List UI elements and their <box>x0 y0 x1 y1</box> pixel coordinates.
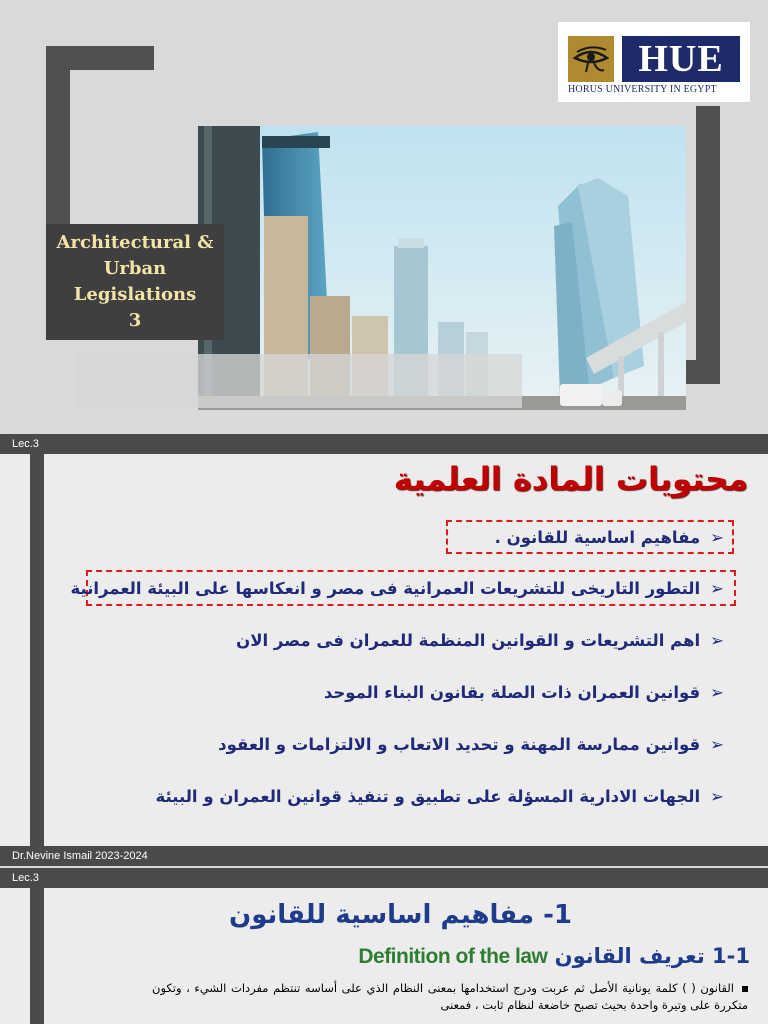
list-item-text: التطور التاريخى للتشريعات العمرانية فى مصر و انعكاسها على البيئة العمرانية <box>70 579 701 598</box>
university-logo <box>558 22 750 102</box>
definition-slide <box>0 868 768 1024</box>
list-item <box>44 784 724 810</box>
contents-list <box>44 522 724 810</box>
section-heading: 1- مفاهيم اساسية للقانون <box>229 900 572 930</box>
subsection-heading-ar: 1-1 تعريف القانون <box>554 944 750 968</box>
list-item-text: قوانين العمران ذات الصلة بقانون البناء الموحد <box>323 683 701 702</box>
definition-paragraph <box>152 980 748 1014</box>
logo-name: HUE <box>622 36 740 82</box>
title-line: 3 <box>128 310 142 331</box>
horus-eye-icon <box>568 36 614 82</box>
title-slide <box>0 0 768 432</box>
contents-slide <box>0 434 768 866</box>
chevron-check-icon: ➢ <box>710 735 724 754</box>
caption-band <box>76 354 522 408</box>
list-item-text: مفاهيم اساسية للقانون . <box>494 528 701 547</box>
subsection-heading-en: Definition of the law <box>358 945 548 968</box>
chevron-check-icon: ➢ <box>710 683 724 702</box>
slide-heading: محتويات المادة العلمية <box>393 460 748 498</box>
frame-bar <box>46 46 154 70</box>
presentation-title <box>46 224 224 340</box>
chevron-check-icon: ➢ <box>710 631 724 650</box>
lecture-label: Lec.3 <box>0 434 768 454</box>
chevron-check-icon: ➢ <box>710 528 724 547</box>
title-line: Urban <box>103 258 167 279</box>
frame-bar <box>696 106 720 384</box>
list-item-text: الجهات الادارية المسؤلة على تطبيق و تنفيذ قوانين العمران و البيئة <box>155 787 701 806</box>
slide-footer: Dr.Nevine Ismail 2023-2024 <box>0 846 768 866</box>
chevron-check-icon: ➢ <box>710 787 724 806</box>
side-bar <box>30 888 44 1024</box>
subsection-heading <box>358 944 750 969</box>
side-bar <box>30 454 44 846</box>
list-item <box>44 525 724 551</box>
title-line: Architectural & <box>56 232 214 253</box>
list-item <box>44 732 724 758</box>
list-item <box>44 576 724 602</box>
list-item <box>44 680 724 706</box>
chevron-check-icon: ➢ <box>710 579 724 598</box>
logo-subtitle: HORUS UNIVERSITY IN EGYPT <box>568 84 717 95</box>
list-item <box>44 628 724 654</box>
paragraph-text: القانون ( ) كلمة يونانية الأصل ثم عربت ودرج استخدامها بمعنى النظام الذي على أساسه تنتظم مفردات الشيء ، وتكون متكررة على وتيرة واحدة بحيث تصبح خاضعة لنظام ثابت ، فمعنى <box>152 981 748 1012</box>
title-line: Legislations <box>73 284 197 305</box>
square-bullet-icon <box>742 986 748 992</box>
lecture-label: Lec.3 <box>0 868 768 888</box>
list-item-text: قوانين ممارسة المهنة و تحديد الاتعاب و الالتزامات و العقود <box>218 735 701 754</box>
list-item-text: اهم التشريعات و القوانين المنظمة للعمران فى مصر الان <box>236 631 701 650</box>
